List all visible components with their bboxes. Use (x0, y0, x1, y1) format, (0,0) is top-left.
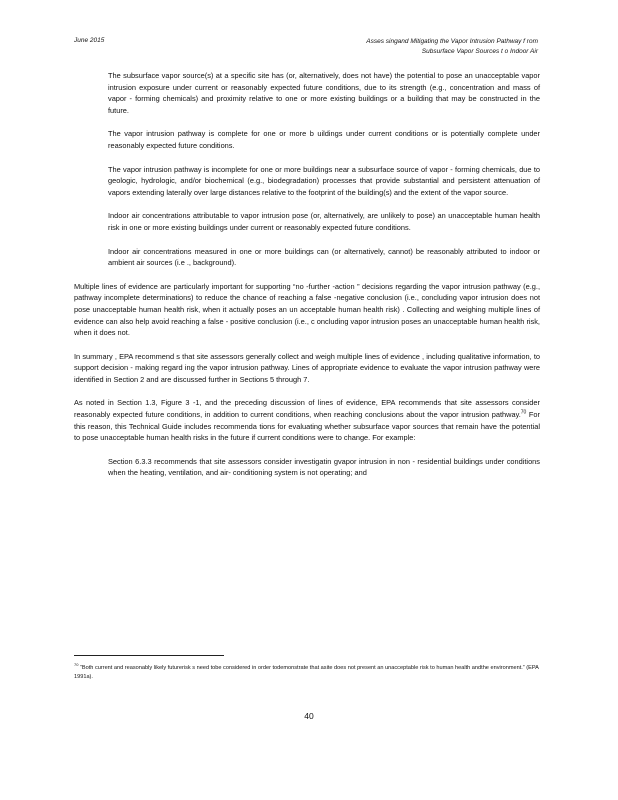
header-title-line1: Asses singand Mitigating the Vapor Intrusion Pathway f rom (366, 38, 538, 45)
footnote-text: “Both current and reasonably likely futurerisk s need tobe considered in order todemonstrate that asite does not present an unacceptable risk to human health andthe environment.” (EPA 1991a). (74, 665, 539, 680)
list-item-text: The vapor intrusion pathway is incomplete for one or more buildings near a subsurface source of vapor - forming chemicals, due to geologic, hydrologic, and/or biochemical (e.g., biodegradation) processes that provide substantial and persistent attenuation of vapors extending laterally over large distances relative to the footprint of the building(s) and the extent of the vapor source. (108, 164, 540, 197)
list-item-text: Indoor air concentrations measured in one or more buildings can (or alternatively, cannot) be reasonably attributed to indoor or ambient air sources (i.e ., background). (108, 246, 540, 268)
header-title (278, 37, 538, 57)
paragraph-multiple-lines: Multiple lines of evidence are particularly important for supporting “no -further -action ” decisions regarding the vapor intrusion pathway (e.g., pathway incomplete determinations) to reduce the chance of reaching a false -negative conclusion (i.e., concluding vapor intrusion does not pose unacceptable human health risk, when it actually poses an un acceptable human health risk) . Collecting and weighing multiple lines of evidence can also help avoid reaching a false - positive conclusion (i.e., c oncluding vapor intrusion poses an unacceptable human health risk, when it does not. (74, 281, 540, 338)
list-item-text: The subsurface vapor source(s) at a specific site has (or, alternatively, does not have) the potential to pose an unacceptable vapor intrusion exposure under current or reasonably expected future conditions, due to its strength (e.g., concentration and mass of vapor - forming chemicals) and proximity relative to one or more existing buildings or a building that may be constructed in the future. (108, 71, 540, 115)
page-number: 40 (304, 711, 314, 721)
list-item-text: The vapor intrusion pathway is complete for one or more b uildings under current conditions or is potentially complete under reasonably expected future conditions. (108, 129, 540, 150)
list-item (74, 70, 540, 116)
document-body (74, 70, 540, 491)
list-item (74, 128, 540, 151)
list-item (74, 164, 540, 199)
list-item (74, 210, 540, 233)
list-item-text: Section 6.3.3 recommends that site assessors consider investigatin gvapor intrusion in non - residential buildings under conditions when the heating, ventilation, and air- conditioning system is not operating; and (108, 456, 540, 478)
header-title-line2: Subsurface Vapor Sources t o Indoor Air (421, 48, 538, 55)
list-item-text: Indoor air concentrations attributable to vapor intrusion pose (or, alternatively, are unlikely to pose) an unacceptable human health risk in one or more existing buildings under current or reasonably expected future conditions. (108, 211, 540, 232)
footnote-reference[interactable]: 70 (520, 409, 527, 416)
paragraph-as-noted (74, 397, 540, 443)
footnote-divider (74, 655, 224, 656)
list-item (74, 246, 540, 269)
header-date: June 2015 (74, 37, 105, 44)
footnote-marker: 70 (74, 662, 79, 668)
paragraph-as-noted-part2: For this reason, this Technical Guide includes recommenda tions for evaluating whether subsurface vapor sources that remain have the potential to pose unacceptable human health risks in the future if current conditions were to change. For example: (74, 410, 541, 443)
paragraph-as-noted-part1: As noted in Section 1.3, Figure 3 -1, and the preceding discussion of lines of evidence, EPA recommends that site assessors consider reasonably expected future conditions, in addition to current conditions, when reaching conclusions about the vapor intrusion pathway. (74, 398, 540, 420)
paragraph-summary: In summary , EPA recommend s that site assessors generally collect and weigh multiple lines of evidence , including qualitative information, to support decision - making regard ing the vapor intrusion pathway. Lines of appropriate evidence to evaluate the vapor intrusion pathway were identified in Section 2 and are discussed further in Sections 5 through 7. (74, 351, 540, 384)
list-item (74, 456, 540, 479)
footnote (74, 664, 544, 682)
